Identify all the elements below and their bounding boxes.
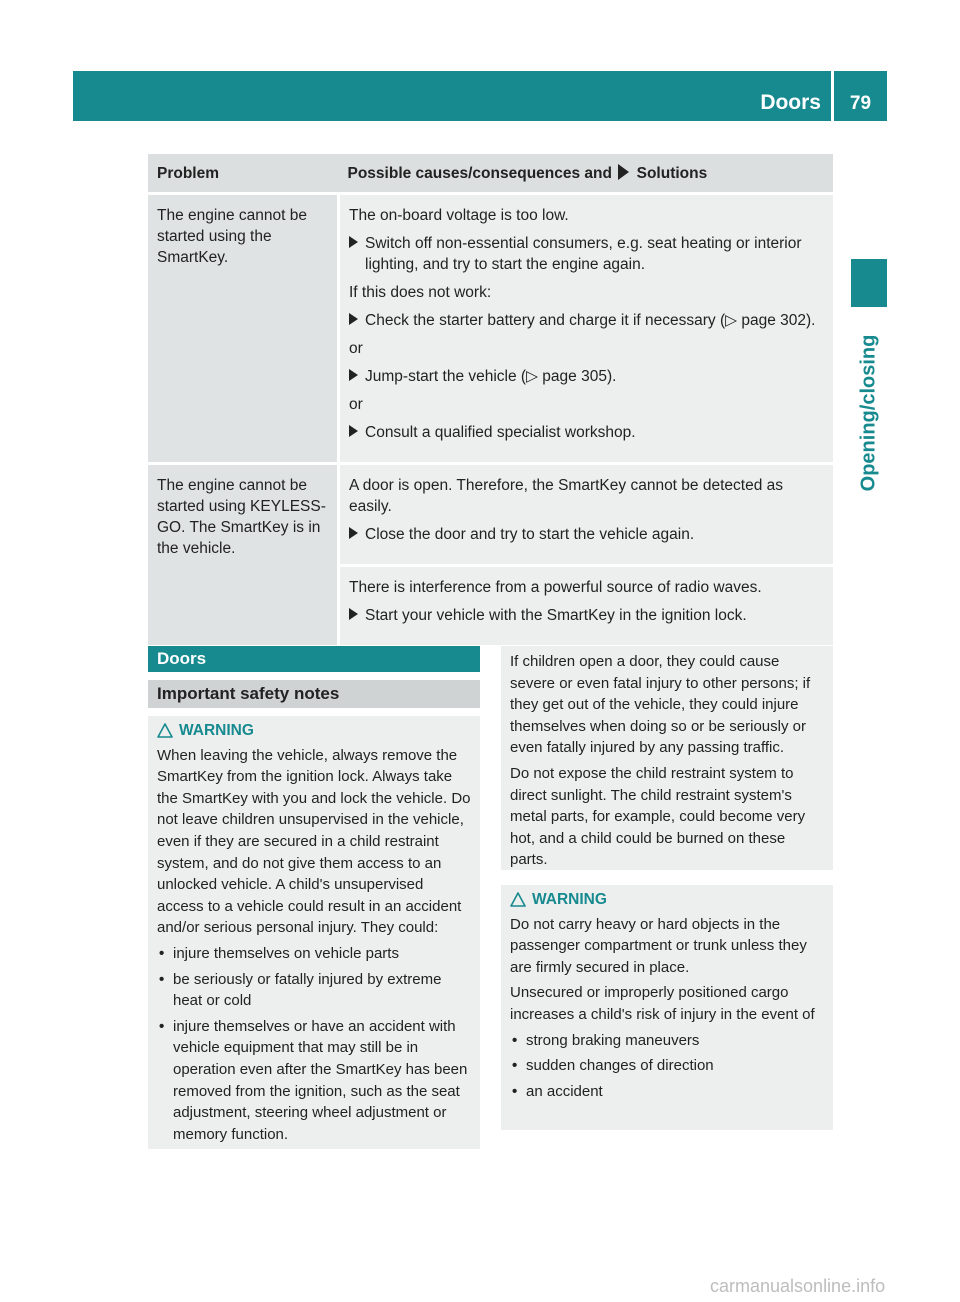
side-tab-marker <box>851 259 887 307</box>
col-header-solutions-label: Solutions <box>636 165 708 182</box>
list-item: • sudden changes of direction <box>510 1055 826 1077</box>
action-step-text: Close the door and try to start the vehicle again. <box>365 526 695 543</box>
action-arrow-icon <box>349 608 358 620</box>
table-header-row <box>148 154 833 194</box>
cause-text: A door is open. Therefore, the SmartKey cannot be detected as easily. <box>349 477 783 515</box>
subsection-title: Important safety notes <box>157 684 340 703</box>
warning-text: Do not carry heavy or hard objects in the passenger compartment or trunk unless they are firmly secured in place. <box>510 915 807 976</box>
or-text: or <box>349 340 363 357</box>
action-step-text: Switch off non-essential consumers, e.g. seat heating or interior lighting, and try to start the engine again. <box>365 235 802 273</box>
table-row <box>148 194 833 464</box>
section-title-bar <box>148 646 480 672</box>
condition-text: If this does not work: <box>349 284 492 301</box>
col-header-problem: Problem <box>148 154 339 194</box>
action-step <box>349 233 825 275</box>
table-row <box>148 464 833 566</box>
action-step-text: Check the starter battery and charge it if necessary (▷ page 302). <box>365 312 816 329</box>
action-step-text: Jump-start the vehicle (▷ page 305). <box>365 368 617 385</box>
cause-text: The on-board voltage is too low. <box>349 207 569 224</box>
warning-box <box>148 716 480 1149</box>
list-item: • be seriously or fatally injured by extreme heat or cold <box>157 969 472 1012</box>
side-label <box>851 318 887 508</box>
col-header-solutions-text: Possible causes/consequences and <box>347 165 612 182</box>
list-item: • strong braking maneuvers <box>510 1030 826 1052</box>
action-step <box>349 366 825 387</box>
problem-cell: The engine cannot be started using the SmartKey. <box>148 194 339 464</box>
warning-triangle-icon <box>157 723 173 738</box>
or-text: or <box>349 396 363 413</box>
list-item: • an accident <box>510 1081 826 1103</box>
subsection-title-bar <box>148 680 480 708</box>
warning-text: If children open a door, they could cause severe or even fatal injury to other persons; if they get out of the vehicle, they could injure themselves when doing so or be seriously or even fatally injured by any passing traffic. <box>510 653 811 757</box>
action-step <box>349 422 825 443</box>
cause-text: There is interference from a powerful source of radio waves. <box>349 579 762 596</box>
warning-label: WARNING <box>532 891 607 908</box>
list-item: • injure themselves on vehicle parts <box>157 943 472 965</box>
action-arrow-icon <box>349 236 358 248</box>
action-step-text: Consult a qualified specialist workshop. <box>365 424 636 441</box>
troubleshooting-table <box>148 154 833 645</box>
action-arrow-icon <box>349 313 358 325</box>
page-number-box <box>834 71 887 121</box>
header-title: Doors <box>760 91 821 114</box>
continued-warning-box <box>501 646 833 870</box>
header-bar <box>73 71 831 121</box>
action-arrow-icon <box>349 425 358 437</box>
action-arrow-icon <box>349 527 358 539</box>
solution-cell <box>339 566 834 646</box>
warning-text: Unsecured or improperly positioned cargo increases a child's risk of injury in the event of <box>510 984 815 1023</box>
problem-cell: The engine cannot be started using KEYLESS-GO. The SmartKey is in the vehicle. <box>148 464 339 646</box>
warning-triangle-icon <box>510 892 526 907</box>
arrow-right-icon <box>618 164 629 180</box>
warning-text: Do not expose the child restraint system to direct sunlight. The child restraint system's metal parts, for example, could become very hot, and a child could be burned on these parts. <box>510 764 806 869</box>
solution-cell <box>339 464 834 566</box>
solution-cell <box>339 194 834 464</box>
watermark: carmanualsonline.info <box>710 1276 886 1296</box>
warning-heading <box>510 889 826 911</box>
warning-label: WARNING <box>179 722 254 739</box>
warning-heading <box>157 720 472 742</box>
side-label-text: Opening/closing <box>857 334 880 492</box>
action-step <box>349 310 825 331</box>
action-step <box>349 605 825 626</box>
action-arrow-icon <box>349 369 358 381</box>
list-item: • injure themselves or have an accident with vehicle equipment that may still be in operation even after the SmartKey has been removed from the ignition, such as the seat adjustment, steering wheel adjustment or memory function. <box>157 1016 472 1146</box>
warning-text: When leaving the vehicle, always remove the SmartKey from the ignition lock. Always take the SmartKey with you and lock the vehicle. Do not leave children unsupervised in the vehicle, even if they are secured in a child restraint system, and do not give them access to an unlocked vehicle. A child's unsupervised access to a vehicle could result in an accident and/or serious personal injury. They could: <box>157 746 471 937</box>
action-step-text: Start your vehicle with the SmartKey in the ignition lock. <box>365 607 747 624</box>
section-title: Doors <box>157 649 207 668</box>
page-number: 79 <box>849 93 872 114</box>
action-step <box>349 524 825 545</box>
col-header-solutions <box>339 154 834 194</box>
warning-box <box>501 885 833 1130</box>
